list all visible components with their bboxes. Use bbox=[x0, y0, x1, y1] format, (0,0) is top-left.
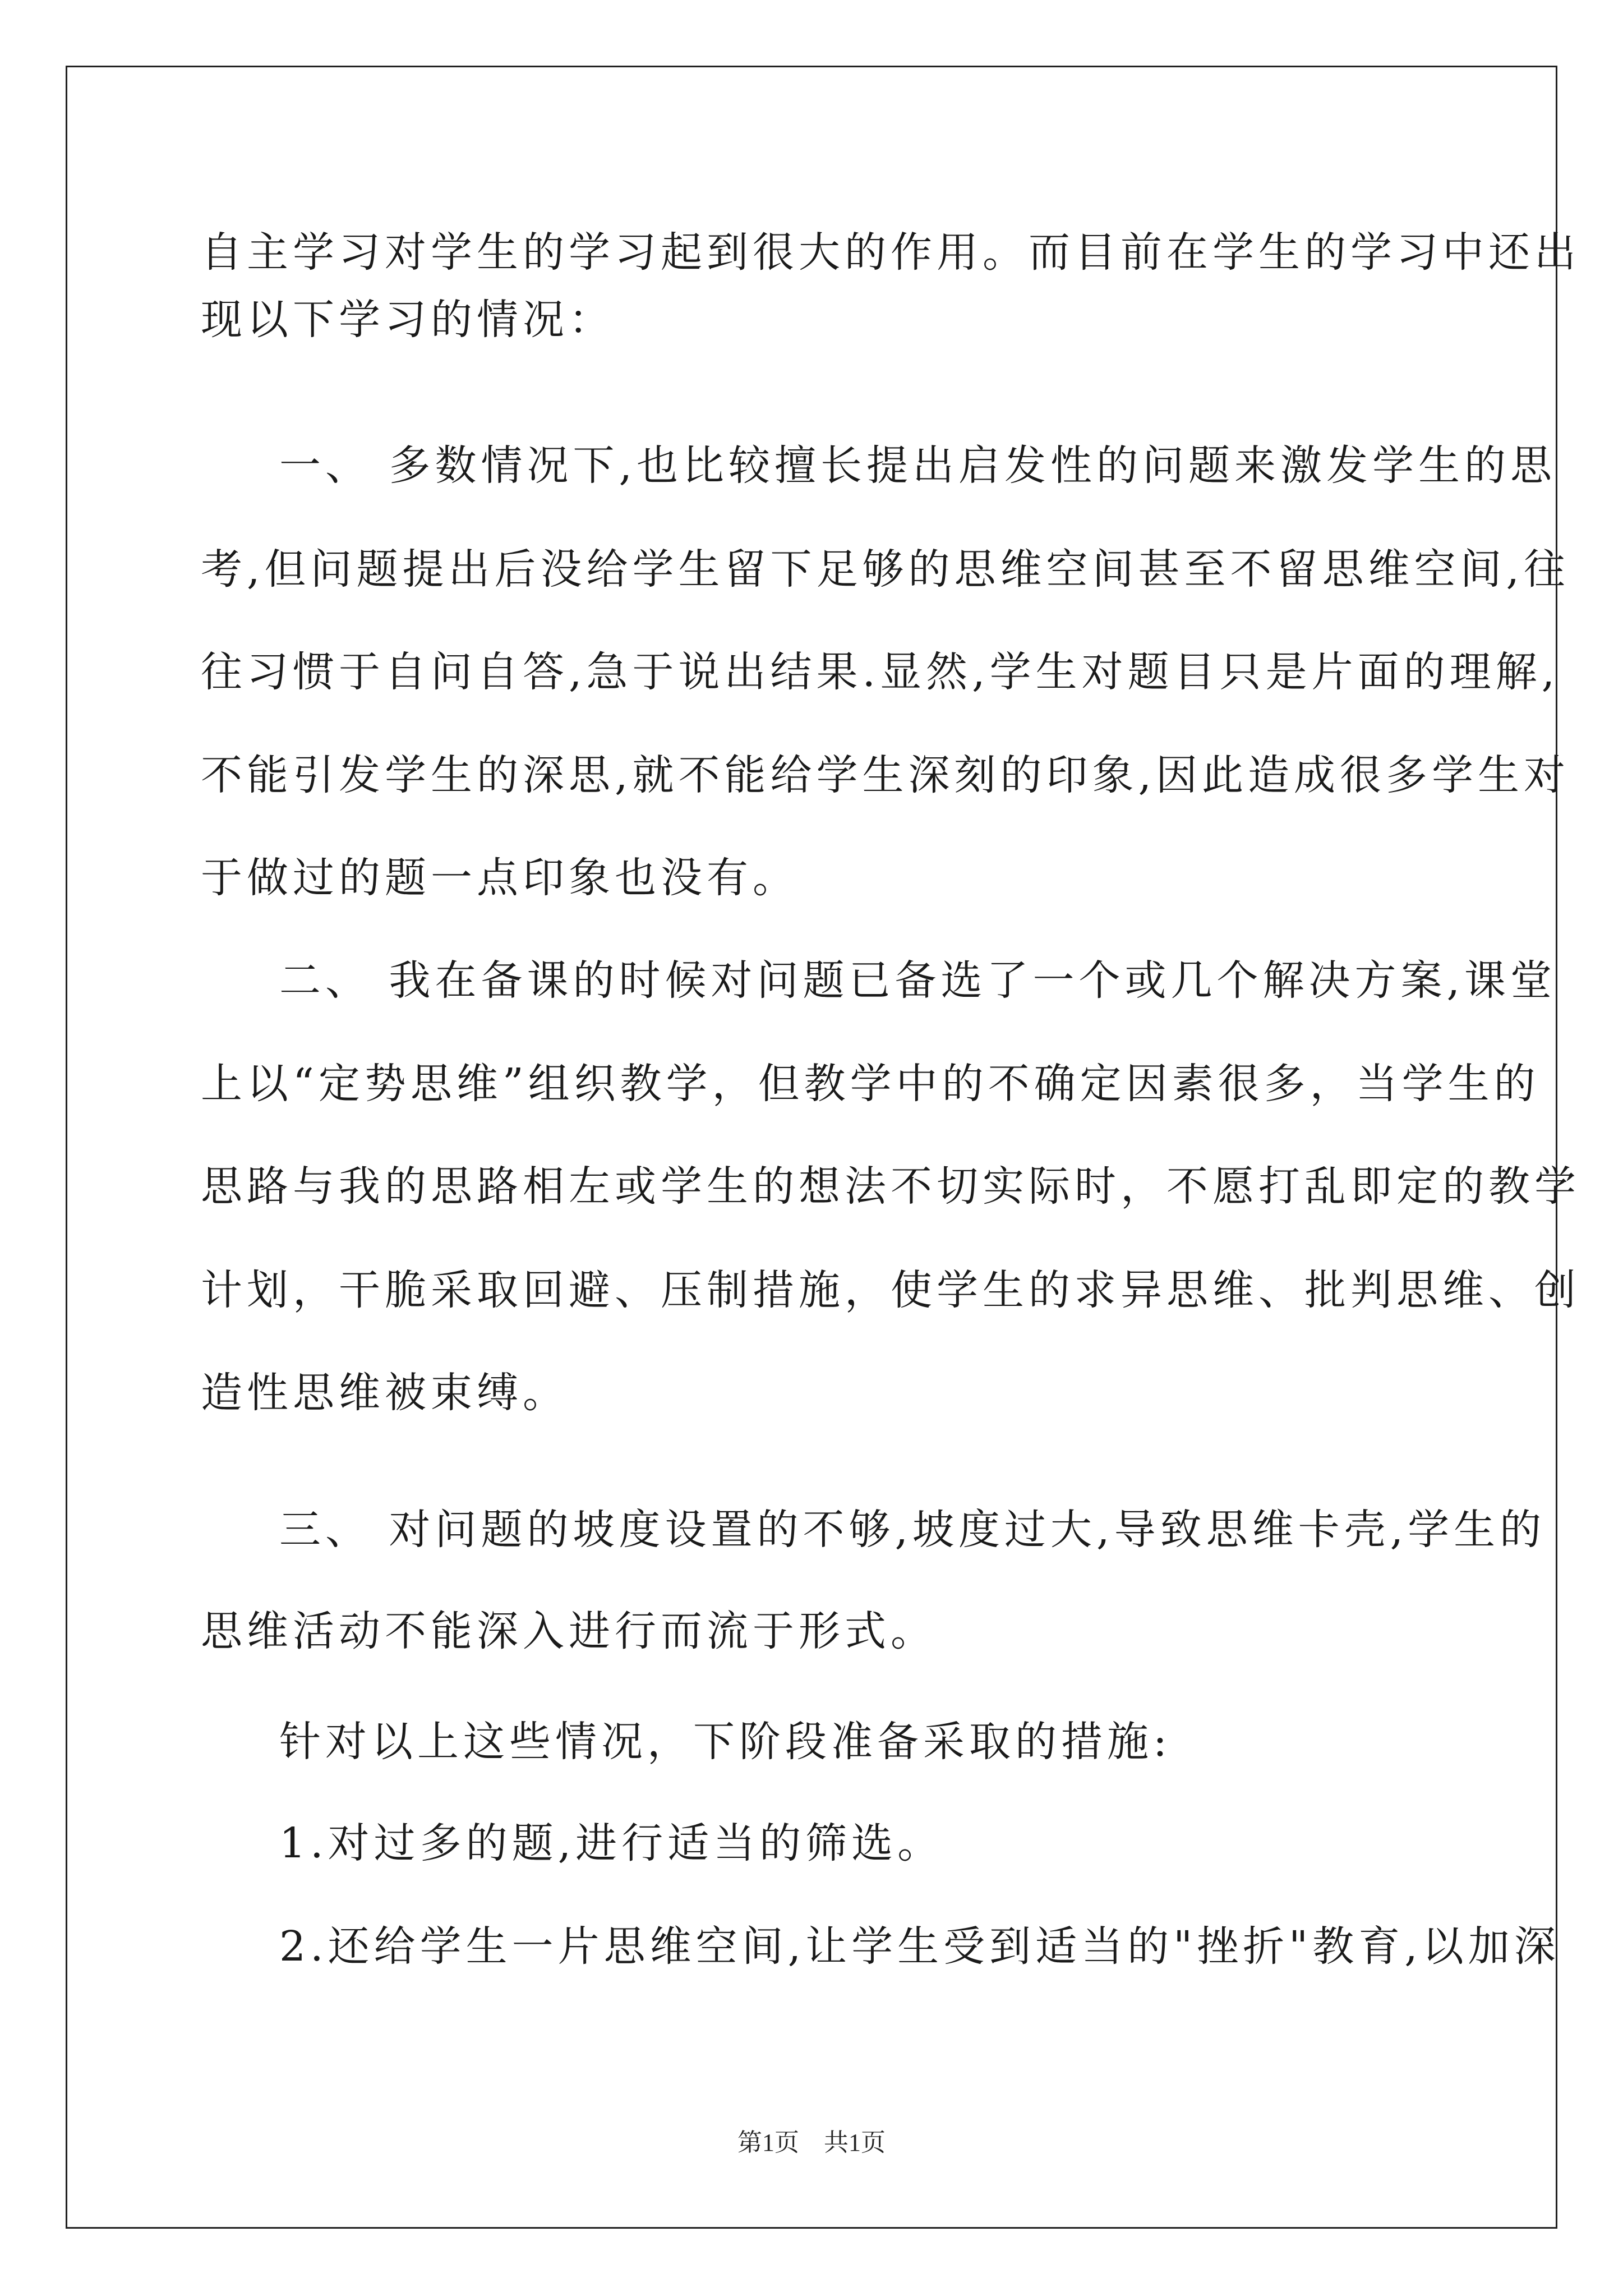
text-line: 考,但问题提出后没给学生留下足够的思维空间甚至不留思维空间,往 bbox=[201, 545, 1570, 593]
text-line: 造性思维被束缚。 bbox=[201, 1369, 569, 1417]
text-line: 往习惯于自问自答,急于说出结果.显然,学生对题目只是片面的理解, bbox=[201, 648, 1560, 696]
page-border bbox=[66, 66, 1560, 2229]
text-line: 计划，干脆采取回避、压制措施，使学生的求异思维、批判思维、创 bbox=[201, 1266, 1580, 1314]
text-line: 针对以上这些情况，下阶段准备采取的措施: bbox=[279, 1718, 1172, 1766]
page-number-footer: 第1页 共1页 bbox=[737, 2129, 886, 2156]
text-line: 一、 多数情况下,也比较擅长提出启发性的问题来激发学生的思 bbox=[279, 441, 1557, 490]
text-line: 1.对过多的题,进行适当的筛选。 bbox=[279, 1819, 944, 1867]
text-line: 不能引发学生的深思,就不能给学生深刻的印象,因此造成很多学生对 bbox=[201, 751, 1570, 799]
text-line: 现以下学习的情况： bbox=[201, 296, 615, 344]
text-line: 自主学习对学生的学习起到很大的作用。而目前在学生的学习中还出 bbox=[201, 228, 1580, 277]
text-line: 上以“定势思维”组织教学，但教学中的不确定因素很多，当学生的 bbox=[201, 1060, 1540, 1108]
text-line: 思维活动不能深入进行而流于形式。 bbox=[201, 1607, 937, 1655]
text-line: 二、 我在备课的时候对问题已备选了一个或几个解决方案,课堂 bbox=[279, 956, 1557, 1005]
text-line: 2.还给学生一片思维空间,让学生受到适当的"挫折"教育,以加深 bbox=[279, 1922, 1560, 1971]
text-line: 思路与我的思路相左或学生的想法不切实际时，不愿打乱即定的教学 bbox=[201, 1162, 1580, 1211]
text-line: 三、 对问题的坡度设置的不够,坡度过大,导致思维卡壳,学生的 bbox=[279, 1506, 1546, 1554]
text-line: 于做过的题一点印象也没有。 bbox=[201, 854, 799, 902]
